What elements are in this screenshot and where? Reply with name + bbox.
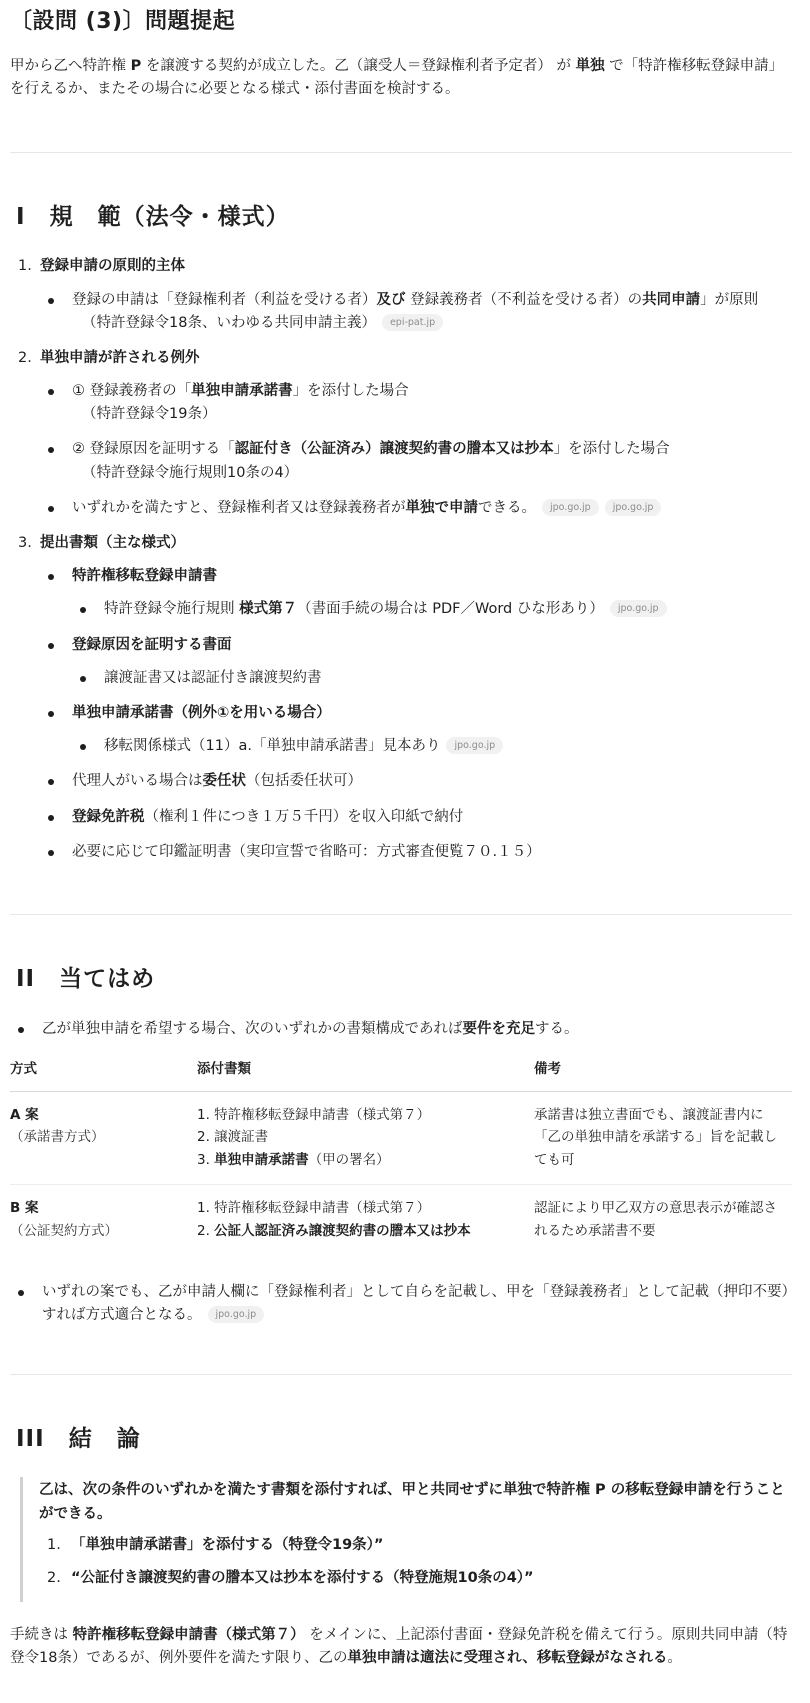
bullet-bold: 単独申請承諾書	[191, 383, 293, 400]
conclusion-text: 乙は、次の条件のいずれかを満たす書類を添付すれば、甲と共同せずに単独で特許権 P の移転登録申請を行うことができる。	[39, 1482, 785, 1522]
bullet-bold: 単独申請承諾書（例外①を用いる場合）	[72, 704, 331, 721]
list-number: 1.	[47, 1536, 61, 1553]
section-1-heading: 規 範（法令・様式）	[49, 203, 290, 230]
table-cell-docs	[197, 1091, 534, 1185]
bullet-text: 移転関係様式（11）a.「単独申請承諾書」見本あり	[104, 738, 441, 755]
bullet-text: ① 登録義務者の「	[72, 383, 192, 400]
section-1-number: I	[16, 203, 26, 230]
section-2-lead-list	[10, 1018, 792, 1041]
bullet-bold: 認証付き（公証済み）譲渡契約書の謄本又は抄本	[234, 441, 554, 458]
doc-line	[197, 1197, 526, 1220]
doc-text: 譲渡証書	[214, 1129, 269, 1146]
table-header: 添付書類	[197, 1053, 534, 1091]
final-text: 。	[667, 1650, 682, 1667]
bullet-item	[40, 702, 792, 758]
bullet-list	[40, 380, 792, 520]
table-header-row	[10, 1053, 792, 1091]
section-2-heading: 当てはめ	[59, 965, 156, 992]
bullet-bold: 登録原因を証明する書面	[72, 636, 232, 653]
bullet-bold: 共同申請	[642, 291, 701, 308]
source-chip[interactable]: jpo.go.jp	[446, 737, 503, 754]
bullet-bold: 委任状	[202, 773, 246, 790]
section-1-list	[10, 255, 792, 864]
bullet-text: 」を添付した場合	[553, 441, 670, 458]
bullet-list	[40, 289, 792, 335]
bullet-text: 代理人がいる場合は	[72, 773, 203, 790]
list-number: 2.	[47, 1569, 61, 1586]
list-item-heading: 提出書類（主な様式）	[40, 535, 185, 552]
doc-line	[197, 1149, 526, 1172]
list-item-heading: 単独申請が許される例外	[40, 349, 200, 366]
bullet-bold: 単独で申請	[405, 499, 478, 516]
section-2-after-list	[10, 1281, 792, 1327]
divider	[10, 152, 792, 153]
table-header: 方式	[10, 1053, 197, 1091]
doc-num: 2.	[197, 1129, 215, 1146]
bullet-text: 特許登録令施行規則	[104, 601, 240, 618]
section-3-heading: 結 論	[68, 1425, 141, 1452]
source-chip[interactable]: jpo.go.jp	[542, 499, 599, 516]
bullet-note: （特許登録令19条）	[82, 406, 217, 423]
method-name: B 案	[10, 1200, 39, 1217]
bullet-note-line	[72, 312, 792, 335]
bullet-bold: 登録免許税	[72, 808, 145, 825]
bullet-text: 」を添付した場合	[292, 383, 409, 400]
bullet-text: いずれの案でも、乙が申請人欄に「登録権利者」として自らを記載し、甲を「登録義務者」として記載（押印不要）すれば方式適合となる。	[42, 1284, 789, 1324]
list-number: 1.	[18, 258, 32, 275]
intro-text-2: を譲渡する契約が成立した。乙（譲受人＝登録権利者予定者） が	[141, 58, 576, 75]
bullet-text: 乙が単独申請を希望する場合、次のいずれかの書類構成であれば	[42, 1020, 463, 1037]
intro-text-tandoku: 単独	[575, 58, 605, 75]
final-bold: 特許権移転登録申請書（様式第７）	[72, 1627, 305, 1644]
bullet-text: できる。	[478, 499, 536, 516]
sub-bullet-item	[72, 598, 792, 621]
source-chip[interactable]: jpo.go.jp	[610, 600, 667, 617]
bullet-text: （包括委任状可）	[246, 773, 362, 790]
section-2-number: II	[16, 965, 36, 992]
table-cell-method	[10, 1091, 197, 1185]
bullet-note: （特許登録令施行規則10条の4）	[82, 464, 299, 481]
list-item	[10, 255, 792, 335]
bullet-bold: 特許権移転登録申請書	[72, 568, 217, 585]
method-sub: （公証契約方式）	[10, 1223, 118, 1240]
bullet-bold: 要件を充足	[462, 1020, 535, 1037]
bullet-item	[10, 1018, 792, 1041]
doc-num: 1.	[197, 1200, 215, 1217]
final-paragraph	[10, 1624, 792, 1670]
bullet-list	[40, 565, 792, 864]
method-sub: （承諾書方式）	[10, 1129, 105, 1146]
doc-text: 特許権移転登録申請書（様式第７）	[214, 1200, 431, 1217]
bullet-text: 譲渡証書又は認証付き譲渡契約書	[104, 669, 322, 686]
conclusion-item-text: “公証付き譲渡契約書の謄本又は抄本を添付する（特登施規10条の4）”	[71, 1569, 534, 1586]
sub-bullet-list	[72, 735, 792, 758]
bullet-bold: 及び	[376, 291, 406, 308]
divider	[10, 1374, 792, 1375]
question-intro	[10, 55, 792, 101]
bullet-text: （書面手続の場合は PDF／Word ひな形あり）	[297, 601, 604, 618]
table-header: 備考	[534, 1053, 792, 1091]
bullet-text: ② 登録原因を証明する「	[72, 441, 235, 458]
divider	[10, 914, 792, 915]
list-item	[10, 347, 792, 520]
bullet-text: 」が原則	[700, 291, 759, 308]
intro-text-1: 甲から乙へ特許権	[10, 58, 131, 75]
bullet-text: 必要に応じて印鑑証明書（実印宣誓で省略可：方式審査便覧７０.１５）	[72, 843, 541, 860]
bullet-item	[40, 497, 792, 520]
table-cell-docs	[197, 1185, 534, 1255]
intro-text-3: で「特許権移転登録申請」を行えるか、またその場合に必要となる様式・添付書面を検討する。	[10, 58, 784, 98]
section-1-title	[16, 199, 792, 236]
list-item-heading: 登録申請の原則的主体	[40, 258, 185, 275]
doc-text: 特許権移転登録申請書（様式第７）	[214, 1106, 431, 1123]
bullet-item	[40, 770, 792, 793]
conclusion-list	[39, 1534, 792, 1590]
source-chip[interactable]: jpo.go.jp	[208, 1306, 265, 1323]
final-text: をメインに、上記添付書面・登録免許税を備えて行う。原則共同申請（特登令18条）であるが、例外要件を満たす限り、乙の	[10, 1627, 788, 1667]
list-number: 3.	[18, 535, 32, 552]
sub-bullet-list	[72, 598, 792, 621]
table-cell-note: 承諾書は独立書面でも、譲渡証書内に「乙の単独申請を承諾する」旨を記載しても可	[534, 1091, 792, 1185]
bullet-text: いずれかを満たすと、登録権利者又は登録義務者が	[72, 499, 406, 516]
sub-bullet-item	[72, 667, 792, 690]
bullet-text: する。	[535, 1020, 579, 1037]
intro-text-p: P	[130, 58, 142, 75]
section-3-title	[16, 1421, 792, 1458]
doc-bold: 公証人認証済み譲渡契約書の謄本又は抄本	[214, 1223, 471, 1240]
bullet-text: （権利１件につき１万５千円）を収入印紙で納付	[144, 808, 464, 825]
doc-text: （甲の署名）	[308, 1152, 390, 1169]
conclusion-quote	[20, 1477, 792, 1602]
doc-line	[197, 1220, 526, 1243]
bullet-item	[40, 380, 792, 426]
table-cell-note: 認証により甲乙双方の意思表示が確認されるため承諾書不要	[534, 1200, 777, 1240]
conclusion-item	[39, 1567, 792, 1590]
bullet-item	[40, 289, 792, 335]
list-number: 2.	[18, 349, 32, 366]
method-name: A 案	[10, 1106, 39, 1123]
bullet-text: 登録義務者（不利益を受ける者）の	[405, 291, 643, 308]
section-3-number: III	[16, 1425, 45, 1452]
final-text: 手続きは	[10, 1627, 73, 1644]
conclusion-item	[39, 1534, 792, 1557]
bullet-item	[40, 806, 792, 829]
sub-bullet-item	[72, 735, 792, 758]
doc-num: 3.	[197, 1152, 215, 1169]
question-title: 〔設問 (3)〕問題提起	[10, 9, 236, 34]
final-bold: 単独申請は適法に受理され、移転登録がなされる	[347, 1650, 668, 1667]
sub-bullet-list	[72, 667, 792, 690]
doc-num: 1.	[197, 1106, 215, 1123]
doc-line	[197, 1104, 526, 1127]
source-chip[interactable]: jpo.go.jp	[605, 499, 662, 516]
list-item	[10, 532, 792, 864]
doc-bold: 単独申請承諾書	[214, 1152, 309, 1169]
bullet-item	[10, 1281, 792, 1327]
table-cell-method	[10, 1185, 197, 1255]
section-2-title	[16, 961, 792, 998]
bullet-bold: 様式第７	[239, 601, 298, 618]
bullet-item	[40, 438, 792, 484]
document	[0, 4, 810, 1670]
doc-line	[197, 1126, 526, 1149]
method-table	[10, 1053, 792, 1255]
bullet-item	[40, 565, 792, 621]
source-chip[interactable]: epi-pat.jp	[382, 314, 443, 331]
conclusion-item-text: 「単独申請承諾書」を添付する（特登令19条）”	[71, 1536, 384, 1553]
bullet-note: （特許登録令18条、いわゆる共同申請主義）	[82, 314, 376, 331]
doc-num: 2.	[197, 1223, 215, 1240]
bullet-text: 登録の申請は「登録権利者（利益を受ける者）	[72, 291, 377, 308]
bullet-item	[40, 634, 792, 690]
table-row	[10, 1185, 792, 1255]
bullet-item	[40, 841, 792, 864]
table-row	[10, 1091, 792, 1185]
